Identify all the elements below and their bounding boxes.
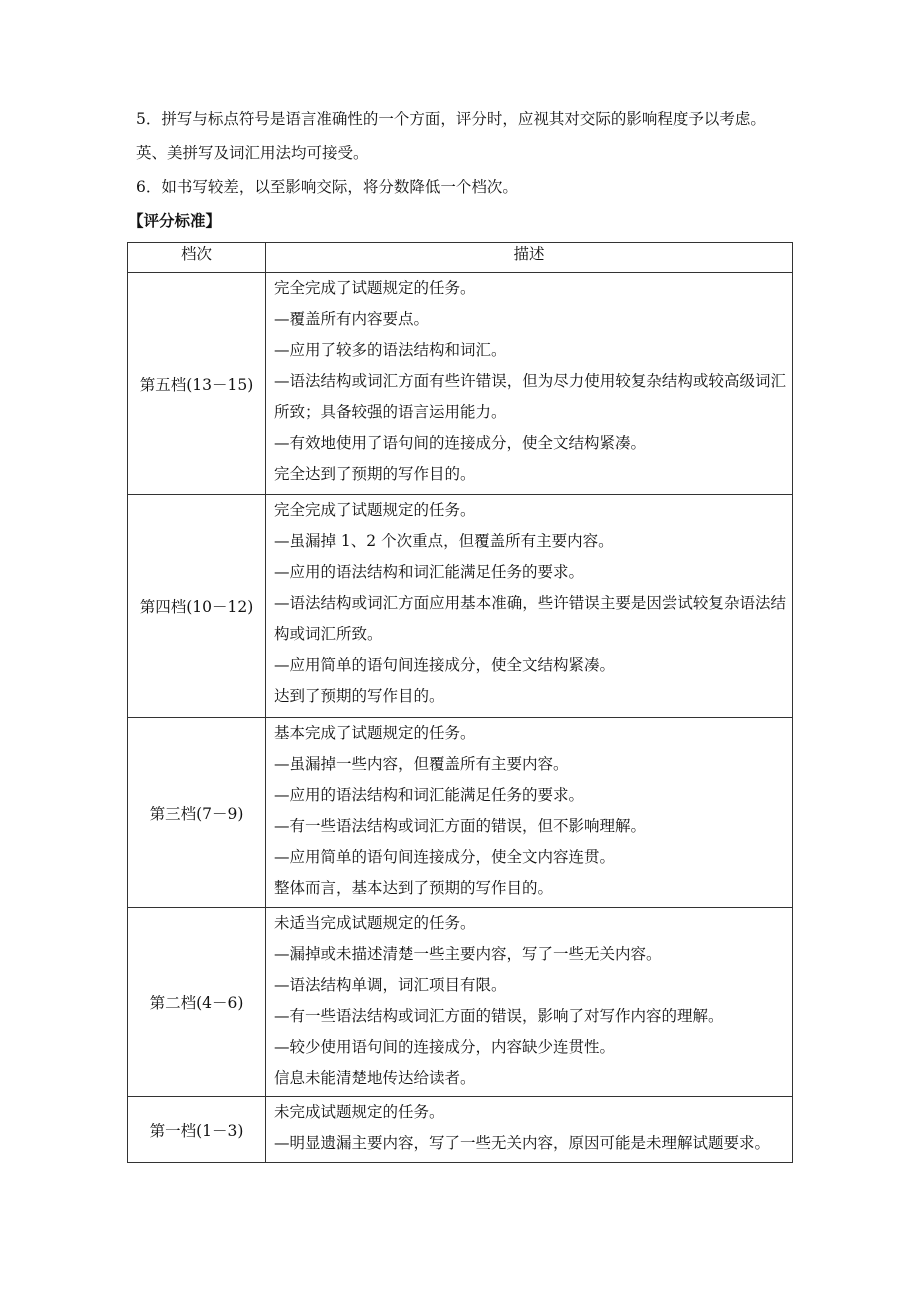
- description-cell: [266, 273, 793, 495]
- header-level: 档次: [128, 243, 266, 273]
- description-line: —语法结构或词汇方面有些许错误，但为尽力使用较复杂结构或较高级词汇所致；具备较强的语言运用能力。: [274, 372, 786, 421]
- section-heading: 【评分标准】: [128, 212, 222, 230]
- table-row: [128, 273, 793, 495]
- description-line: 未适当完成试题规定的任务。: [274, 914, 476, 932]
- description-line: —较少使用语句间的连接成分，内容缺少连贯性。: [274, 1038, 616, 1056]
- description-line: —应用了较多的语法结构和词汇。: [274, 341, 507, 359]
- note-5-line-2: 英、美拼写及词汇用法均可接受。: [136, 144, 369, 162]
- header-description: 描述: [266, 243, 793, 273]
- table-row: [128, 495, 793, 718]
- description-cell: [266, 495, 793, 718]
- description-line: —语法结构单调，词汇项目有限。: [274, 976, 507, 994]
- description-line: 完全完成了试题规定的任务。: [274, 501, 476, 519]
- description-line: —应用简单的语句间连接成分，使全文内容连贯。: [274, 848, 616, 866]
- level-cell: 第四档(10－12): [128, 495, 266, 718]
- description-line: —语法结构或词汇方面应用基本准确，些许错误主要是因尝试较复杂语法结构或词汇所致。: [274, 594, 786, 643]
- description-line: —应用简单的语句间连接成分，使全文结构紧凑。: [274, 656, 616, 674]
- description-line: 信息未能清楚地传达给读者。: [274, 1069, 476, 1087]
- description-line: 达到了预期的写作目的。: [274, 687, 445, 705]
- description-line: 整体而言，基本达到了预期的写作目的。: [274, 879, 554, 897]
- description-line: —虽漏掉 1、2 个次重点，但覆盖所有主要内容。: [274, 532, 614, 550]
- description-line: —虽漏掉一些内容，但覆盖所有主要内容。: [274, 755, 569, 773]
- note-6: 6．如书写较差，以至影响交际，将分数降低一个档次。: [136, 178, 518, 196]
- table-row: [128, 1097, 793, 1163]
- scoring-table: [127, 242, 793, 1163]
- description-cell: [266, 908, 793, 1097]
- level-cell: 第二档(4－6): [128, 908, 266, 1097]
- description-line: —漏掉或未描述清楚一些主要内容，写了一些无关内容。: [274, 945, 662, 963]
- description-line: —应用的语法结构和词汇能满足任务的要求。: [274, 563, 585, 581]
- level-cell: 第三档(7－9): [128, 718, 266, 908]
- description-cell: [266, 1097, 793, 1163]
- table-header-row: [128, 243, 793, 273]
- description-line: 完全达到了预期的写作目的。: [274, 465, 476, 483]
- description-line: —有一些语法结构或词汇方面的错误，影响了对写作内容的理解。: [274, 1007, 724, 1025]
- description-line: —覆盖所有内容要点。: [274, 310, 430, 328]
- note-5-line-1: 5．拼写与标点符号是语言准确性的一个方面，评分时，应视其对交际的影响程度予以考虑。: [136, 110, 766, 128]
- description-line: 完全完成了试题规定的任务。: [274, 279, 476, 297]
- description-cell: [266, 718, 793, 908]
- description-line: 未完成试题规定的任务。: [274, 1103, 445, 1121]
- level-cell: 第五档(13－15): [128, 273, 266, 495]
- description-line: 基本完成了试题规定的任务。: [274, 724, 476, 742]
- description-line: —有一些语法结构或词汇方面的错误，但不影响理解。: [274, 817, 647, 835]
- table-row: [128, 718, 793, 908]
- table-row: [128, 908, 793, 1097]
- description-line: —有效地使用了语句间的连接成分，使全文结构紧凑。: [274, 434, 647, 452]
- level-cell: 第一档(1－3): [128, 1097, 266, 1163]
- description-line: —明显遗漏主要内容，写了一些无关内容，原因可能是未理解试题要求。: [274, 1134, 771, 1152]
- description-line: —应用的语法结构和词汇能满足任务的要求。: [274, 786, 585, 804]
